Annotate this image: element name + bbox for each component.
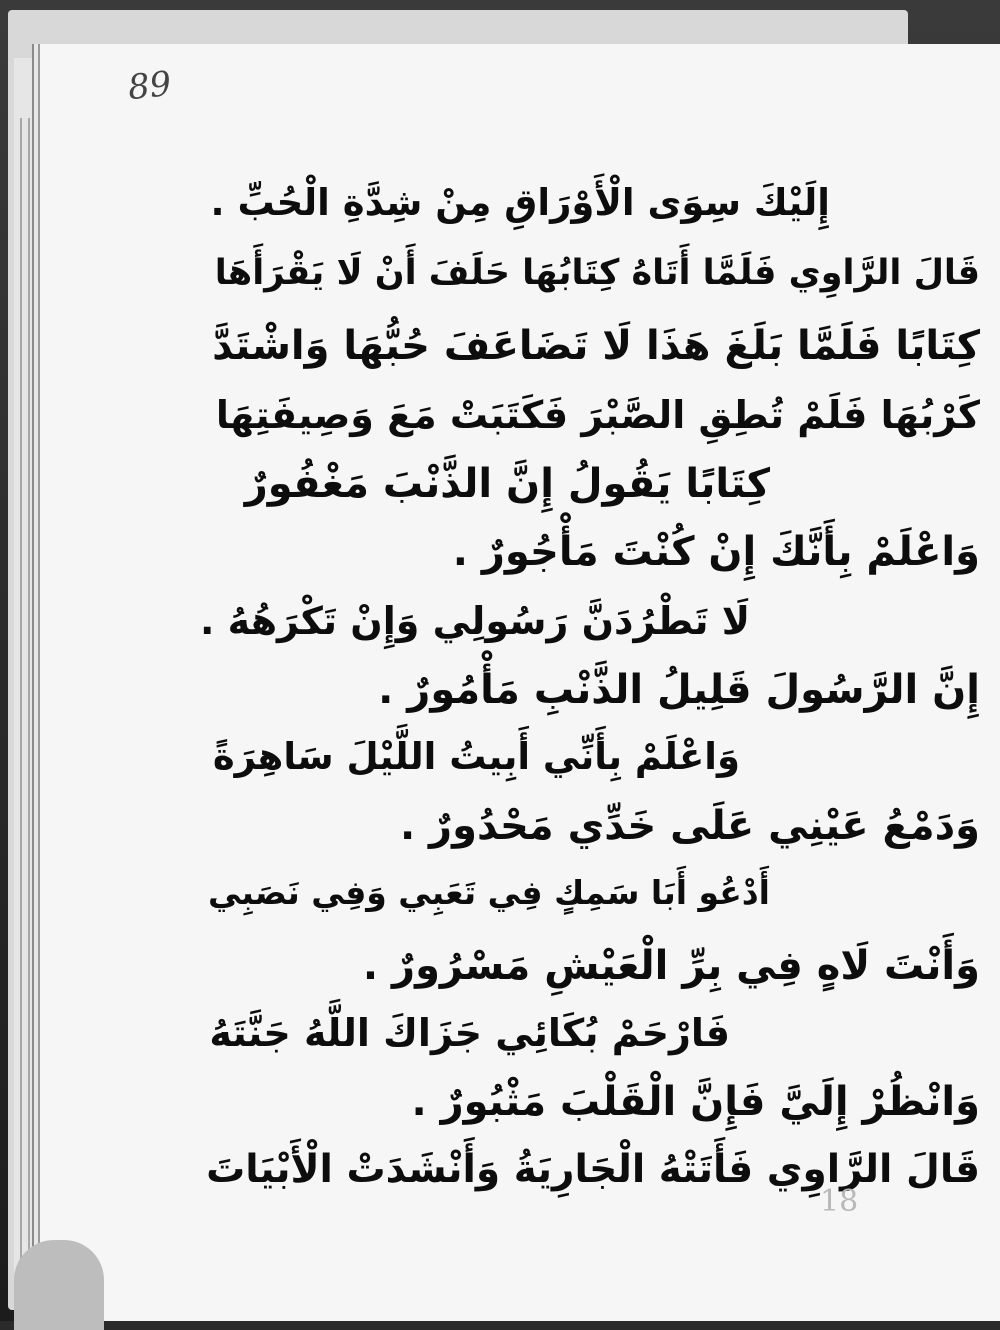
pencil-annotation: 18 (820, 1184, 859, 1219)
text-line: وَاعْلَمْ بِأَنِّي أَبِيتُ اللَّيْلَ سَاهِرَةً (212, 735, 740, 778)
text-line: إِلَيْكَ سِوَى الْأَوْرَاقِ مِنْ شِدَّةِ الْحُبِّ . (210, 181, 830, 224)
text-line: وَدَمْعُ عَيْنِي عَلَى خَدِّي مَحْدُورٌ . (399, 803, 980, 849)
holder-thumb (14, 1240, 104, 1330)
text-line: كِتَابًا فَلَمَّا بَلَغَ هَذَا لَا تَضَاعَفَ حُبُّهَا وَاشْتَدَّ (212, 323, 980, 369)
text-line: قَالَ الرَّاوِي فَأَتَتْهُ الْجَارِيَةُ وَأَنْشَدَتْ الْأَبْيَاتَ (206, 1147, 980, 1192)
text-line: وَاعْلَمْ بِأَنَّكَ إِنْ كُنْتَ مَأْجُورٌ . (452, 529, 980, 575)
text-line: إِنَّ الرَّسُولَ قَلِيلُ الذَّنْبِ مَأْمُورٌ . (378, 667, 980, 713)
page-edge (34, 118, 36, 1301)
text-line: قَالَ الرَّاوِي فَلَمَّا أَتَاهُ كِتَابُهَا حَلَفَ أَنْ لَا يَقْرَأَهَا (214, 253, 980, 293)
text-line: وَانْظُرْ إِلَيَّ فَإِنَّ الْقَلْبَ مَثْبُورٌ . (411, 1079, 980, 1125)
text-line: وَأَنْتَ لَاهٍ فِي بِرِّ الْعَيْشِ مَسْرُورٌ . (362, 943, 980, 989)
manuscript-page (40, 44, 1000, 1321)
text-line: فَارْحَمْ بُكَائِي جَزَاكَ اللَّهُ جَنَّتَهُ (209, 1011, 730, 1055)
text-line: أَدْعُو أَبَا سَمِكٍ فِي تَعَبِي وَفِي نَصَبِي (208, 873, 770, 912)
text-line: لَا تَطْرُدَنَّ رَسُولِي وَإِنْ تَكْرَهُهُ . (200, 599, 750, 643)
text-line: كَرْبُهَا فَلَمْ تُطِقِ الصَّبْرَ فَكَتَبَتْ مَعَ وَصِيفَتِهَا (215, 393, 980, 437)
page-edge (20, 118, 22, 1301)
folio-number: 89 (126, 63, 174, 109)
text-line: كِتَابًا يَقُولُ إِنَّ الذَّنْبَ مَغْفُورٌ (244, 461, 770, 507)
page-edge (28, 118, 30, 1301)
